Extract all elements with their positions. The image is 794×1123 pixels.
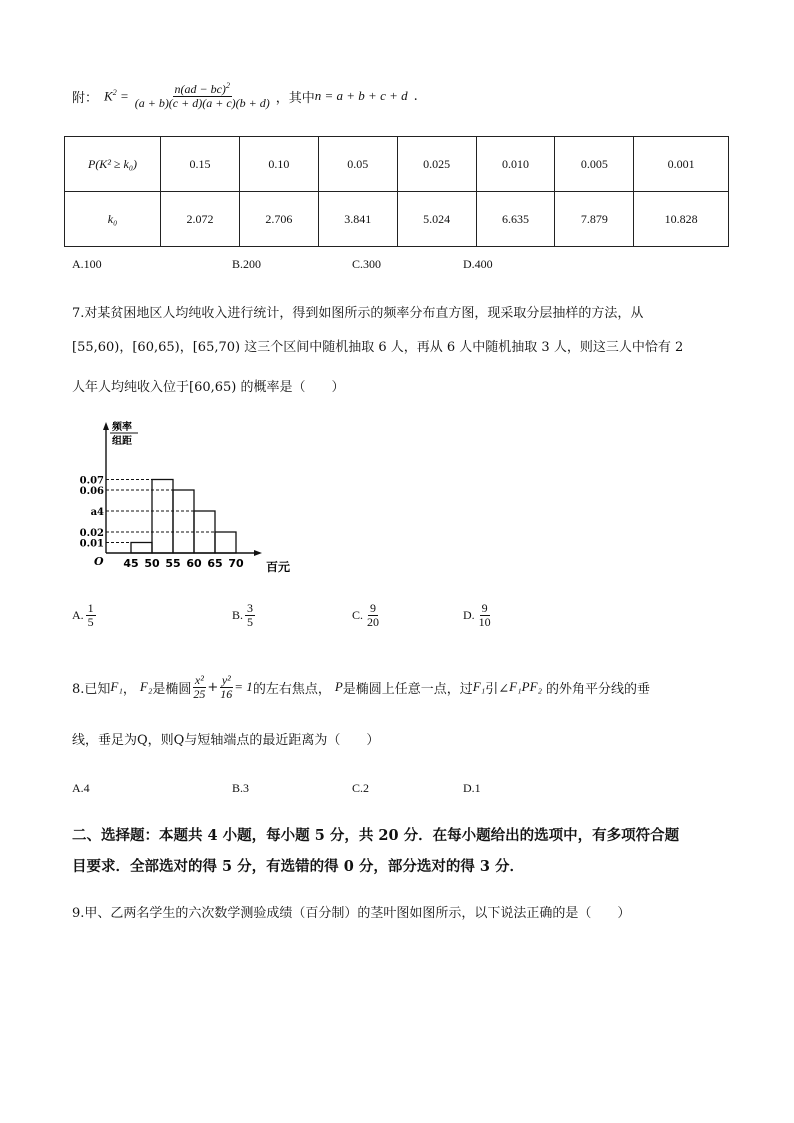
x-tick-label: 55: [165, 557, 181, 570]
x-tick-label: 65: [207, 557, 223, 570]
y-tick-label: a4: [90, 507, 104, 518]
q7-option-c: C. $\frac{9}{20}$: [352, 601, 380, 629]
formula-suffix: ，其中: [275, 90, 315, 106]
x-tick-label: 60: [186, 557, 202, 570]
formula-lhs: $K^2$ =: [104, 87, 129, 104]
q6-option-a: A.100: [72, 257, 102, 271]
table-cell: 0.010: [476, 137, 555, 192]
table-cell: 0.15: [161, 137, 240, 192]
q6-option-c: C.300: [352, 257, 382, 271]
xlabel: 百元: [266, 560, 291, 574]
table-cell: 0.025: [397, 137, 476, 192]
q8-option-d: D.1: [463, 781, 481, 795]
critical-value-table: [64, 136, 729, 247]
q9-text: 9.甲、乙两名学生的六次数学测验成绩（百分制）的茎叶图如图所示，以下说法正确的是（ ）: [72, 906, 631, 921]
section2-line1: 二、选择题：本题共 4 小题，每小题 5 分，共 20 分．在每小题给出的选项中，有多项符合题: [72, 827, 680, 844]
table-cell: 0.05: [318, 137, 397, 192]
y-tick-label: 0.07: [79, 475, 104, 487]
histogram-bar: [173, 490, 194, 553]
q7-option-d: D. $\frac{9}{10}$: [463, 601, 491, 629]
q8-option-a: A.4: [72, 781, 90, 795]
table-cell: 0.005: [555, 137, 634, 192]
histogram-bar: [152, 480, 173, 554]
formula-prefix: 附：: [72, 90, 99, 106]
table-cell: 5.024: [397, 192, 476, 247]
origin-label: O: [94, 555, 104, 568]
table-cell: 2.706: [239, 192, 318, 247]
y-axis-arrow: [103, 422, 109, 430]
table-row-p: [65, 137, 729, 192]
table-row-k: [65, 192, 729, 247]
y-tick-label: 0.01: [79, 538, 104, 550]
q7-option-a: A. $\frac{1}{5}$: [72, 601, 94, 629]
q7-line1: 7.对某贫困地区人均纯收入进行统计，得到如图所示的频率分布直方图，现采取分层抽样的方法，从: [72, 306, 644, 321]
x-axis-arrow: [254, 550, 262, 556]
q6-option-b: B.200: [232, 257, 262, 271]
formula-numerator: n(ad − bc): [174, 82, 226, 97]
table-cell: 6.635: [476, 192, 555, 247]
y-tick-label: 0.02: [79, 528, 104, 539]
q8-line2: 线，垂足为Q，则Q与短轴端点的最近距离为（ ）: [72, 733, 380, 748]
histogram-bar: [131, 543, 152, 554]
q7-line2: [55,60)，[60,65)，[65,70) 这三个区间中随机抽取 6 人，再从 6 人中随机抽取 3 人，则这三人中恰有 2: [72, 340, 684, 355]
table-cell: 3.841: [318, 192, 397, 247]
q7-line3: 人年人均纯收入位于[60,65) 的概率是（ ）: [72, 380, 345, 395]
table-cell: 0.10: [239, 137, 318, 192]
formula-end: .: [413, 88, 418, 104]
histogram-chart: [70, 418, 300, 583]
q8-line1: 8.已知 F₁ ， F₂ 是椭圆 $\frac{\text{x²}}{25}$ + $\frac{\text{y²}}{16}$ = 1 的左右焦点， P 是椭圆上任意一点，过 F₁ 引∠ F₁PF₂ 的外角平分线的垂: [72, 672, 651, 701]
table-cell: 2.072: [161, 192, 240, 247]
table-row1-label: P(K² ≥ k₀): [65, 137, 161, 192]
ylabel-top: 频率: [112, 422, 132, 433]
formula-fraction: $\frac{n(ad - bc)^2}{(a + b)(c + d)(a + c)(b + d)}$: [134, 81, 270, 110]
q8-option-b: B.3: [232, 781, 250, 795]
ylabel-bottom: 组距: [112, 436, 132, 447]
formula-n-def: n = a + b + c + d: [314, 88, 408, 103]
q8-option-c: C.2: [352, 781, 370, 795]
table-cell: 0.001: [634, 137, 729, 192]
x-tick-label: 45: [123, 557, 139, 570]
q6-option-d: D.400: [463, 257, 493, 271]
table-cell: 7.879: [555, 192, 634, 247]
q7-option-b: B. $\frac{3}{5}$: [232, 601, 254, 629]
formula-denominator: (a + b)(c + d)(a + c)(b + d): [134, 96, 270, 110]
formula-line: [72, 76, 418, 116]
histogram-bar: [215, 532, 236, 553]
table-row2-label: k₀: [65, 192, 161, 247]
x-tick-label: 70: [228, 557, 244, 570]
table-cell: 10.828: [634, 192, 729, 247]
y-tick-label: 0.06: [79, 486, 104, 497]
x-tick-label: 50: [144, 557, 160, 570]
section2-line2: 目要求．全部选对的得 5 分，有选错的得 0 分，部分选对的得 3 分．: [72, 858, 525, 875]
